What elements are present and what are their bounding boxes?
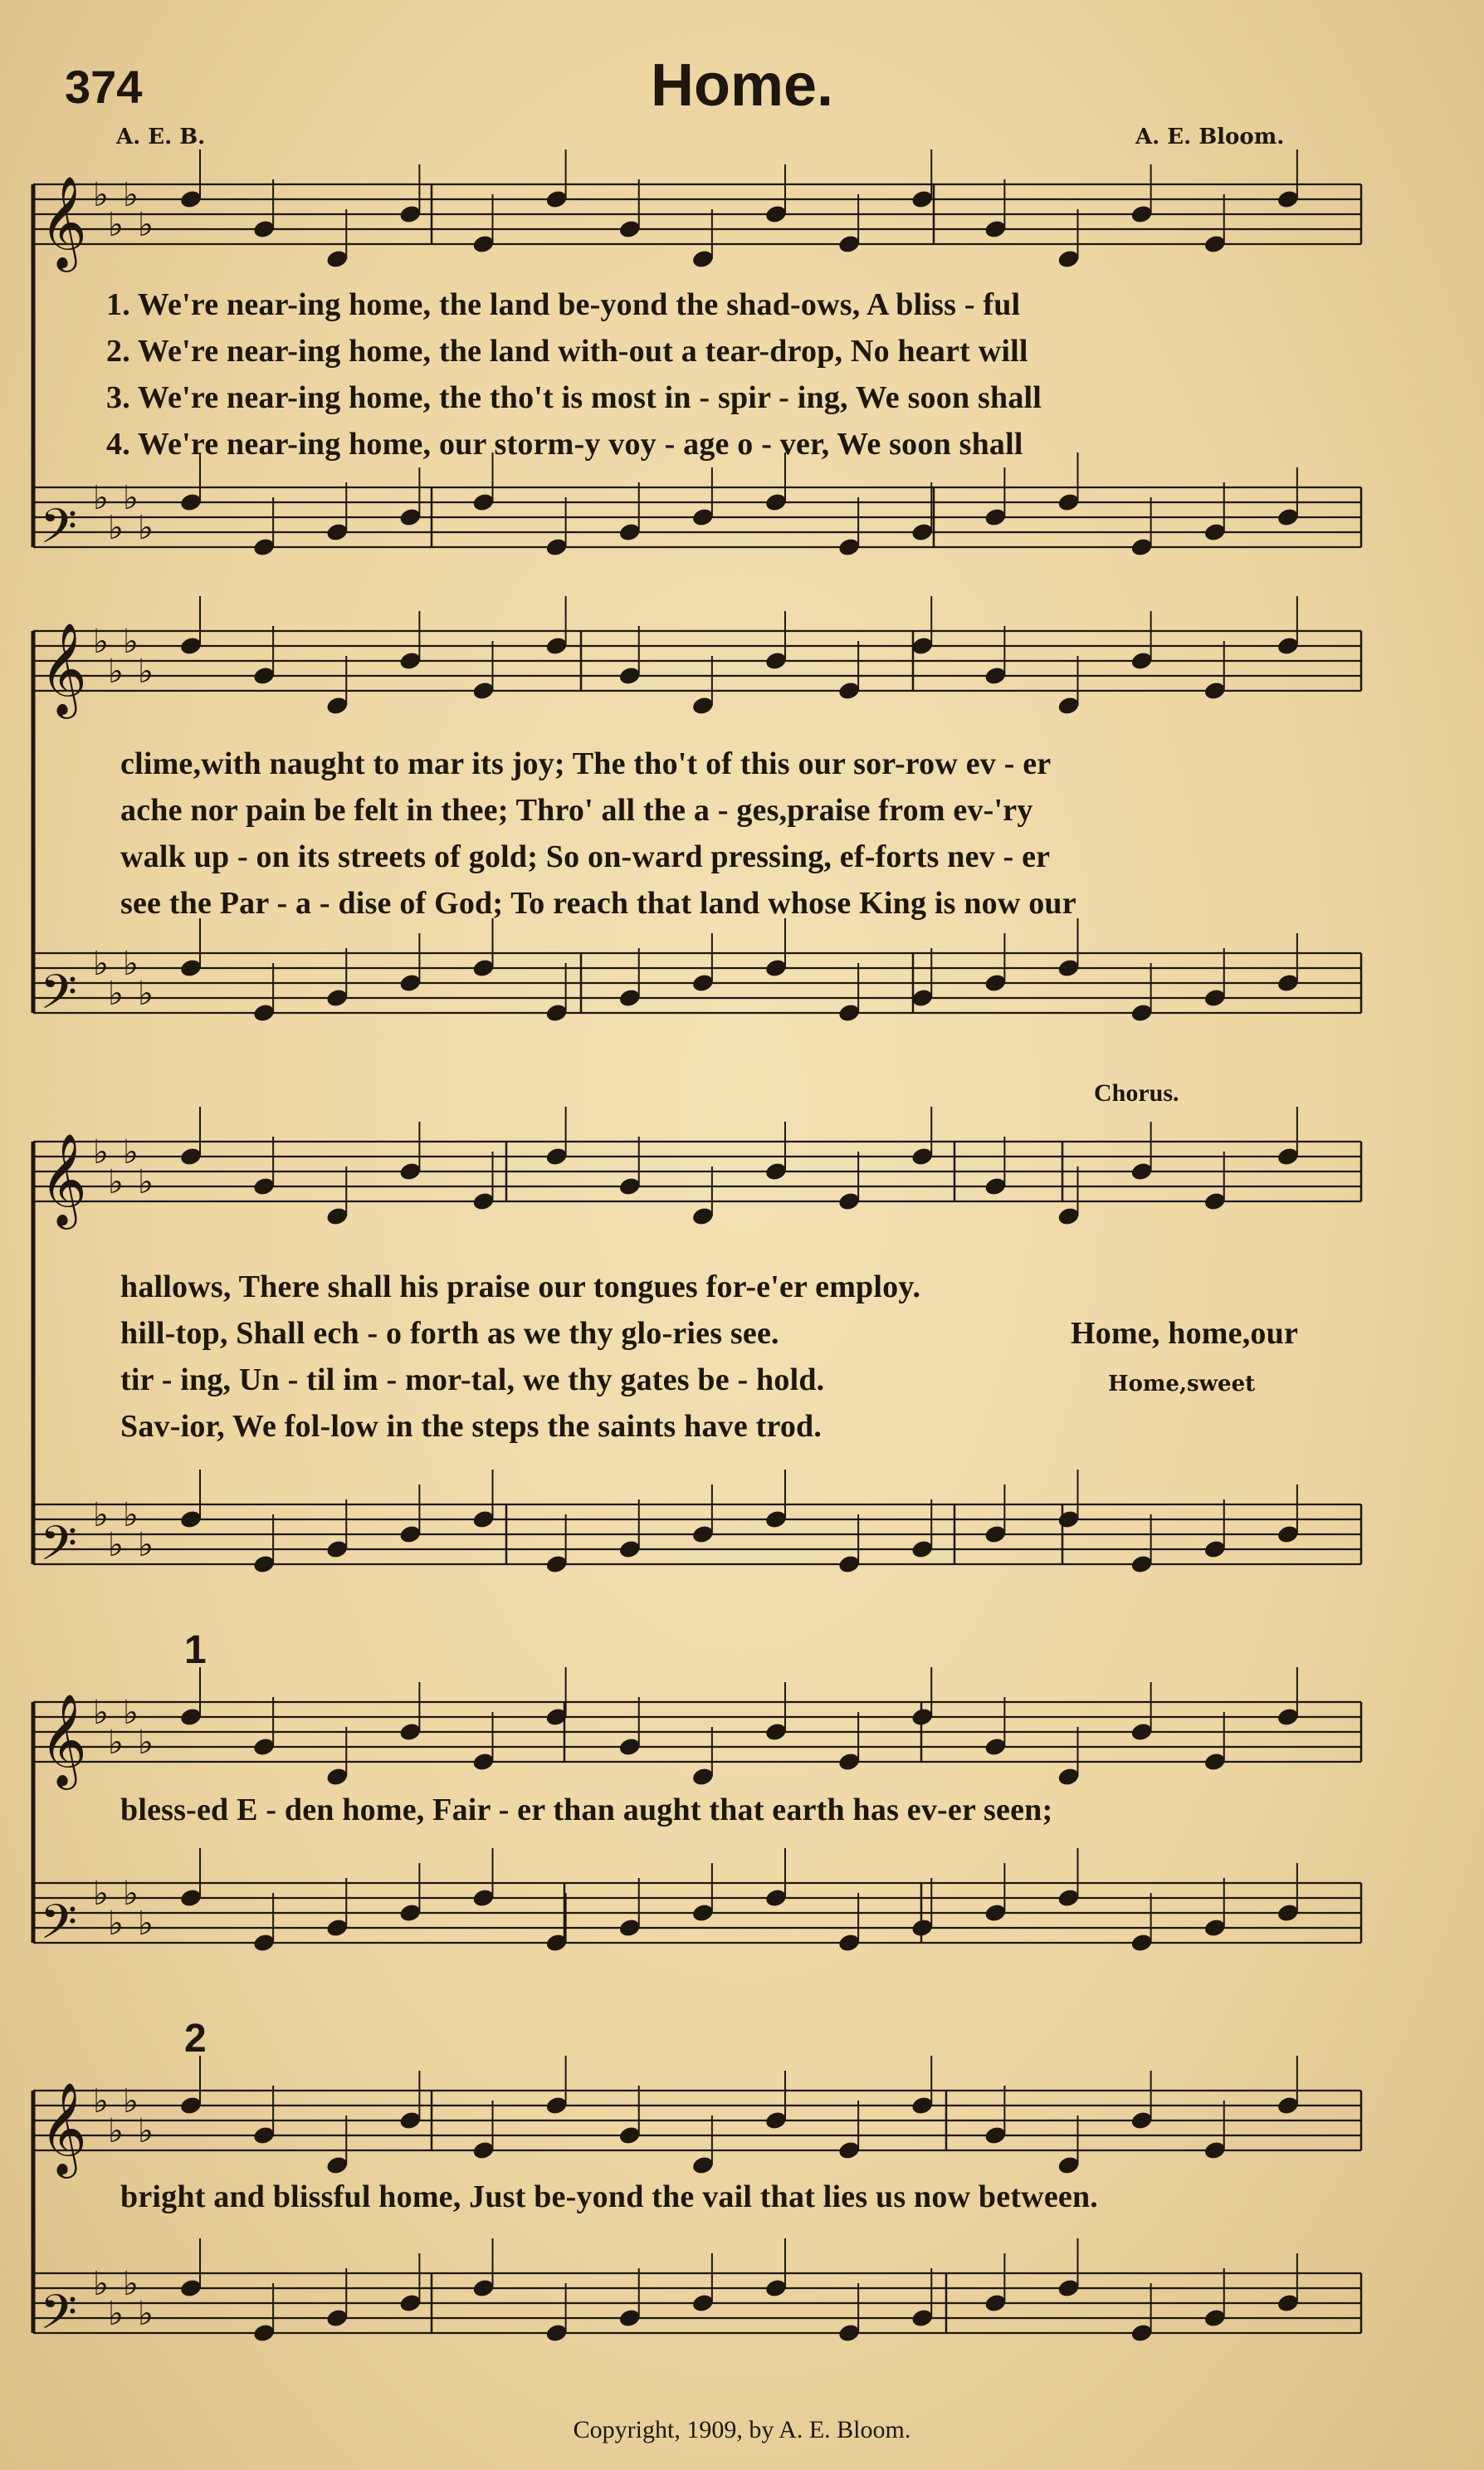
chorus-start-text: Home, home,our [1071, 1316, 1299, 1351]
flat-sign-icon: ♭ [93, 623, 109, 661]
treble-clef-icon: 𝄞 [40, 2081, 87, 2174]
first-ending-mark: 1 [184, 1628, 207, 1672]
flat-sign-icon: ♭ [108, 206, 124, 244]
flat-sign-icon: ♭ [138, 2112, 154, 2150]
lyricist-credit: A. E. B. [116, 125, 206, 149]
chorus-line-1: bless-ed E - den home, Fair - er than aught that earth has ev-er seen; [120, 1793, 1053, 1827]
hymn-title: Home. [650, 52, 834, 119]
flat-sign-icon: ♭ [138, 653, 154, 691]
flat-sign-icon: ♭ [108, 653, 124, 691]
flat-sign-icon: ♭ [123, 2082, 139, 2120]
flat-sign-icon: ♭ [123, 1694, 139, 1732]
verse-4-line-c: Sav-ior, We fol-low in the steps the saints have trod. [120, 1409, 823, 1444]
bass-clef-icon: 𝄢 [40, 1894, 78, 1962]
bass-clef-icon: 𝄢 [40, 498, 78, 566]
flat-sign-icon: ♭ [93, 1694, 109, 1732]
flat-sign-icon: ♭ [93, 1133, 109, 1171]
flat-sign-icon: ♭ [93, 479, 109, 517]
flat-sign-icon: ♭ [123, 1496, 139, 1534]
flat-sign-icon: ♭ [123, 1875, 139, 1913]
flat-sign-icon: ♭ [108, 509, 124, 547]
composer-credit: A. E. Bloom. [1135, 125, 1285, 149]
flat-sign-icon: ♭ [123, 2265, 139, 2303]
verse-2-line-b: ache nor pain be felt in thee; Thro' all the a - ges,praise from ev-'ry [120, 793, 1033, 828]
flat-sign-icon: ♭ [138, 1163, 154, 1201]
flat-sign-icon: ♭ [108, 2295, 124, 2333]
flat-sign-icon: ♭ [93, 176, 109, 214]
bass-clef-icon: 𝄢 [40, 2284, 78, 2352]
verse-4-line-a: 4. We're near-ing home, our storm-y voy - age o - ver, We soon shall [106, 427, 1023, 462]
flat-sign-icon: ♭ [93, 1875, 109, 1913]
chorus-label: Chorus. [1094, 1079, 1179, 1107]
flat-sign-icon: ♭ [93, 2082, 109, 2120]
verse-1-line-a: 1. We're near-ing home, the land be-yond the shad-ows, A bliss - ful [106, 287, 1021, 322]
flat-sign-icon: ♭ [108, 1526, 124, 1564]
verse-4-line-b: see the Par - a - dise of God; To reach that land whose King is now our [120, 886, 1076, 921]
flat-sign-icon: ♭ [108, 1163, 124, 1201]
chorus-line-2: bright and blissful home, Just be-yond the vail that lies us now between. [120, 2179, 1098, 2214]
flat-sign-icon: ♭ [123, 945, 139, 983]
flat-sign-icon: ♭ [123, 1133, 139, 1171]
flat-sign-icon: ♭ [108, 1905, 124, 1943]
flat-sign-icon: ♭ [93, 2265, 109, 2303]
verse-2-line-a: 2. We're near-ing home, the land with-out a tear-drop, No heart will [106, 334, 1028, 369]
verse-2-line-c: hill-top, Shall ech - o forth as we thy glo-ries see. [120, 1316, 779, 1351]
flat-sign-icon: ♭ [138, 1724, 154, 1762]
page-number: 374 [65, 61, 143, 113]
flat-sign-icon: ♭ [123, 623, 139, 661]
flat-sign-icon: ♭ [108, 2112, 124, 2150]
flat-sign-icon: ♭ [138, 206, 154, 244]
verse-1-line-b: clime,with naught to mar its joy; The tho't of this our sor-row ev - er [120, 746, 1052, 781]
flat-sign-icon: ♭ [138, 509, 154, 547]
treble-clef-icon: 𝄞 [40, 1693, 87, 1786]
copyright-notice: Copyright, 1909, by A. E. Bloom. [573, 2416, 911, 2443]
bass-clef-icon: 𝄢 [40, 964, 78, 1032]
second-ending-mark: 2 [184, 2017, 207, 2061]
treble-clef-icon: 𝄞 [40, 1132, 87, 1225]
flat-sign-icon: ♭ [123, 479, 139, 517]
flat-sign-icon: ♭ [138, 2295, 154, 2333]
bass-clef-icon: 𝄢 [40, 1515, 78, 1583]
flat-sign-icon: ♭ [93, 1496, 109, 1534]
flat-sign-icon: ♭ [138, 1526, 154, 1564]
verse-1-line-c: hallows, There shall his praise our tongues for-e'er employ. [120, 1269, 921, 1304]
verse-3-line-c: tir - ing, Un - til im - mor-tal, we thy gates be - hold. [120, 1362, 825, 1397]
flat-sign-icon: ♭ [123, 176, 139, 214]
flat-sign-icon: ♭ [108, 1724, 124, 1762]
flat-sign-icon: ♭ [108, 975, 124, 1013]
treble-clef-icon: 𝄞 [40, 622, 87, 715]
flat-sign-icon: ♭ [138, 975, 154, 1013]
flat-sign-icon: ♭ [138, 1905, 154, 1943]
chorus-start-alt-text: Home,sweet [1108, 1372, 1256, 1396]
treble-clef-icon: 𝄞 [40, 175, 87, 268]
verse-3-line-a: 3. We're near-ing home, the tho't is most in - spir - ing, We soon shall [106, 380, 1042, 415]
verse-3-line-b: walk up - on its streets of gold; So on-ward pressing, ef-forts nev - er [120, 839, 1051, 874]
flat-sign-icon: ♭ [93, 945, 109, 983]
